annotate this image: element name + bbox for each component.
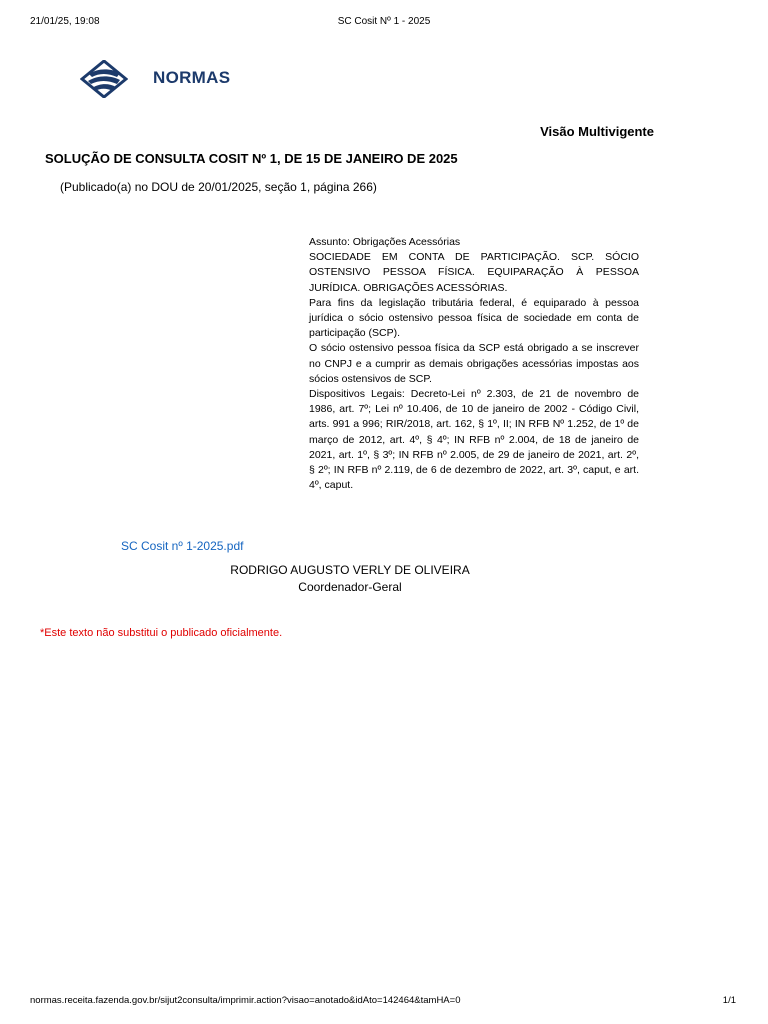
view-mode-label: Visão Multivigente (540, 124, 654, 139)
print-footer-url: normas.receita.fazenda.gov.br/sijut2consulta/imprimir.action?visao=anotado&idAto=142464&tamHA=0 (30, 995, 461, 1006)
ementa-block (309, 235, 639, 493)
logo-text: NORMAS (153, 68, 231, 87)
print-datetime: 21/01/25, 19:08 (30, 16, 100, 27)
disclaimer-text: *Este texto não substitui o publicado oficialmente. (40, 627, 283, 639)
receita-federal-emblem-icon (80, 60, 128, 98)
publication-info: (Publicado(a) no DOU de 20/01/2025, seção 1, página 266) (60, 180, 377, 194)
document-title: SOLUÇÃO DE CONSULTA COSIT Nº 1, DE 15 DE JANEIRO DE 2025 (45, 151, 458, 166)
signer-role: Coordenador-Geral (298, 580, 402, 594)
normas-logo[interactable] (80, 60, 230, 100)
ementa-assunto: Assunto: Obrigações Acessórias (309, 236, 461, 248)
print-title: SC Cosit Nº 1 - 2025 (337, 16, 431, 27)
ementa-paragraph-1: Para fins da legislação tributária federal, é equiparado à pessoa jurídica o sócio ostensivo pessoa física de sociedade em conta de participação (SCP). (309, 296, 639, 340)
print-footer-page: 1/1 (722, 995, 736, 1006)
ementa-headline: SOCIEDADE EM CONTA DE PARTICIPAÇÃO. SCP. SÓCIO OSTENSIVO PESSOA FÍSICA. EQUIPARAÇÃO À PESSOA JURÍDICA. OBRIGAÇÕES ACESSÓRIAS. (309, 251, 639, 294)
ementa-dispositivos: Dispositivos Legais: Decreto-Lei nº 2.303, de 21 de novembro de 1986, art. 7º; Lei nº 10.406, de 10 de janeiro de 2002 - Código Civil, arts. 991 a 996; RIR/2018, art. 162, § 1º, II; IN RFB Nº 1.252, de 1º de março de 2012, art. 4º, § 4º; IN RFB nº 2.004, de 18 de janeiro de 2021, art. 1º, § 3º; IN RFB nº 2.005, de 29 de janeiro de 2021, art. 2º, § 2º; IN RFB nº 2.119, de 6 de dezembro de 2022, art. 3º, caput, e art. 4º, caput. (309, 388, 639, 492)
signer-name: RODRIGO AUGUSTO VERLY DE OLIVEIRA (230, 563, 470, 577)
attachment-pdf-link[interactable]: SC Cosit nº 1-2025.pdf (121, 539, 244, 553)
print-header (0, 16, 768, 32)
ementa-paragraph-2: O sócio ostensivo pessoa física da SCP está obrigado a se inscrever no CNPJ e a cumprir as demais obrigações acessórias impostas aos sócios ostensivos de SCP. (309, 342, 639, 385)
